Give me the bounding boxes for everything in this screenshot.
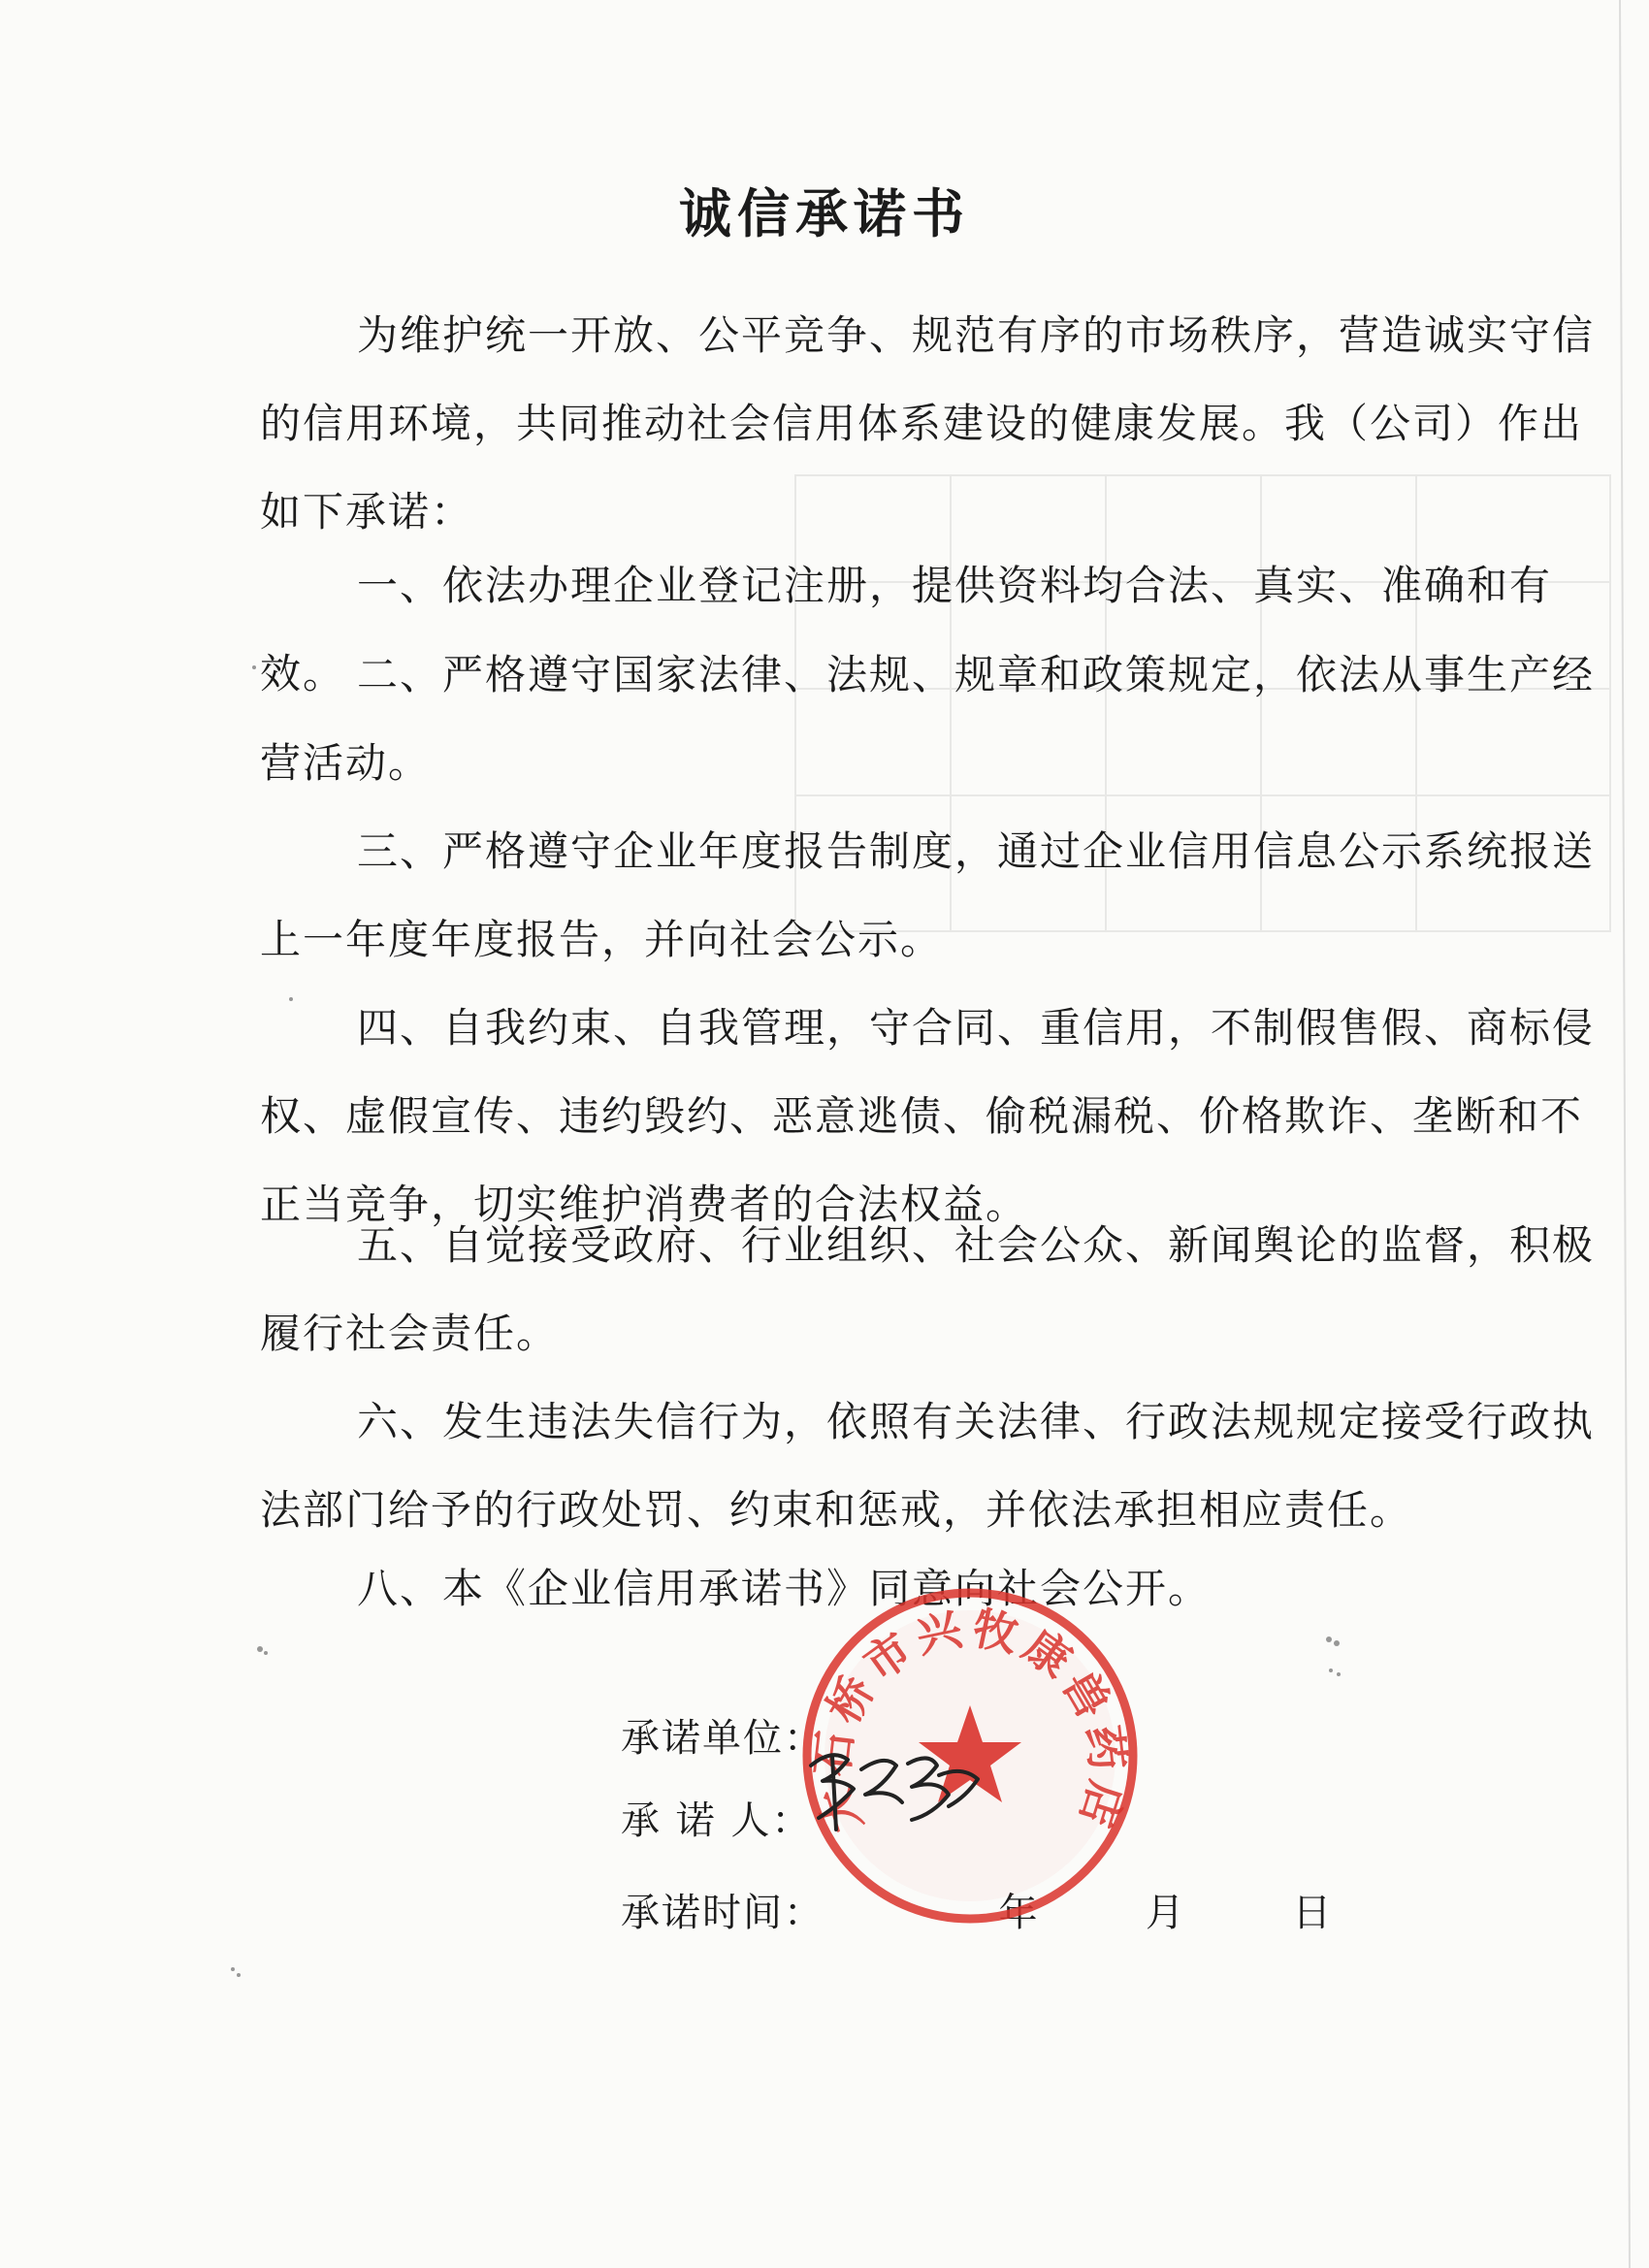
unit-label: 承诺单位：: [621, 1716, 824, 1761]
commitment-item-3: 三、严格遵守企业年度报告制度，通过企业信用信息公示系统报送上一年度年度报告，并向社会公示。: [260, 827, 1596, 963]
commitment-item-8: 八、本《企业信用承诺书》同意向社会公开。: [357, 1565, 1212, 1612]
handwritten-signature: [803, 1736, 987, 1843]
signature-person-row: [621, 1790, 812, 1845]
day-label: 日: [1292, 1891, 1334, 1935]
commitment-item-5: 五、自觉接受政府、行业组织、社会公众、新闻舆论的监督，积极履行社会责任。: [260, 1221, 1596, 1357]
commitment-item-2: 二、严格遵守国家法律、法规、规章和政策规定，依法从事生产经营活动。: [260, 651, 1596, 787]
signature-unit-row: [621, 1707, 824, 1763]
month-label: 月: [1145, 1891, 1186, 1935]
commitment-item-6: 六、发生违法失信行为，依照有关法律、行政法规规定接受行政执法部门给予的行政处罚、约束和惩戒，并依法承担相应责任。: [260, 1398, 1596, 1534]
person-label: 承 诺 人：: [621, 1798, 813, 1843]
svg-text:大石桥市兴牧康兽药店: 大石桥市兴牧康兽药店: [805, 1601, 1135, 1839]
page-title: 诚信承诺书: [679, 182, 970, 244]
time-label: 承诺时间：: [621, 1891, 824, 1935]
intro-paragraph: 为维护统一开放、公平竞争、规范有序的市场秩序，营造诚实守信的信用环境，共同推动社会信用体系建设的健康发展。我（公司）作出如下承诺：: [260, 311, 1596, 535]
commitment-item-1: 一、依法办理企业登记注册，提供资料均合法、真实、准确和有效。: [260, 562, 1553, 697]
year-label: 年: [998, 1891, 1040, 1935]
commitment-item-4: 四、自我约束、自我管理，守合同、重信用，不制假售假、商标侵权、虚假宣传、违约毁约、恶意逃债、偷税漏税、价格欺诈、垄断和不正当竞争，切实维护消费者的合法权益。: [260, 1004, 1596, 1228]
